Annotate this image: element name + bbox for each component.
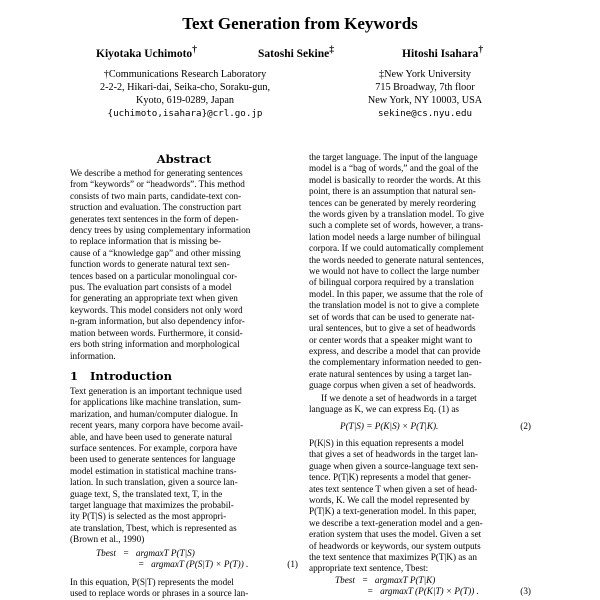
text-line: we describe a text-generation model and a gen- [309, 517, 483, 528]
text-line: guage when given a source-language text sen- [309, 460, 479, 471]
text-line: keywords. This model considers not only word [70, 304, 243, 315]
author-2: Satoshi Sekine‡ [258, 44, 335, 60]
text-line: the target language. The input of the language [309, 152, 478, 162]
text-line: the complementary information needed to gen- [309, 357, 482, 368]
text-line: the translation model is not to give a complete [309, 300, 479, 311]
text-line: model is basically to reorder the words. At this [309, 174, 481, 185]
text-line: struction and evaluation. The construction part [70, 202, 242, 213]
text-line: generates text sentences in the form of depen- [70, 213, 239, 224]
intro-body [70, 386, 298, 546]
text-line: used to replace words or phrases in a source lan- [70, 588, 249, 599]
text-line: model estimation in statistical machine trans- [70, 465, 237, 476]
equation-2: P(T|S) = P(K|S) × P(T|K). (2) [340, 421, 531, 431]
text-line: erate natural sentences by using a target lan- [309, 368, 472, 379]
text-line: P(T|K) a text-generation model. In this paper, [309, 506, 477, 517]
text-line: surface sentences. For example, corpora have [70, 443, 238, 454]
abstract-heading: Abstract [156, 152, 212, 166]
text-line: recent years, many corpora have become avail- [70, 420, 244, 431]
text-line: ates text sentence T when given a set of head- [309, 483, 478, 494]
text-line: ate translation, Tbest, which is represented as [70, 522, 237, 533]
affiliation-right: ‡New York University 715 Broadway, 7th floor New York, NY 10003, USA sekine@cs.nyu.edu [300, 68, 550, 120]
text-line: from “keywords” or “headwords”. This method [70, 179, 245, 190]
abstract-body [70, 168, 298, 362]
text-line: ural sentences, but to give a set of headwords [309, 323, 476, 334]
text-line: If we denote a set of headwords in a target [321, 393, 477, 403]
text-line: appropriate text sentence, Tbest: [309, 563, 429, 574]
text-line: guage text, S, the translated text, T, in the [70, 488, 223, 499]
text-line: ity P(T|S) is selected as the most appropri- [70, 511, 227, 522]
text-line: corpora. If we could automatically complement [309, 243, 484, 254]
paper-title: Text Generation from Keywords [182, 14, 418, 33]
text-line: such a complete set of words, however, a trans- [309, 220, 484, 231]
right-column-body-b [309, 393, 531, 416]
text-line: mation between words. Furthermore, it consid- [70, 327, 243, 338]
text-line: the words needed to generate natural sentences, [309, 254, 484, 265]
text-line: (Brown et al., 1990) [70, 534, 145, 545]
text-line: to replace information that is missing be- [70, 236, 222, 247]
text-line: In this equation, P(S|T) represents the model [70, 577, 234, 587]
text-line: pus. The evaluation part consists of a model [70, 282, 232, 293]
text-line: set of words that can be used to generate nat- [309, 311, 475, 322]
text-line: for applications like machine translation, sum- [70, 397, 241, 408]
text-line: eration system that uses the model. Given a set [309, 529, 482, 540]
text-line: marization, and human/computer dialogue. In [70, 408, 238, 419]
text-line: dency trees by using complementary information [70, 225, 251, 236]
email-right: sekine@cs.nyu.edu [377, 108, 473, 119]
text-line: Text generation is an important technique used [70, 386, 242, 396]
right-column-body-c [309, 438, 531, 575]
text-line: P(K|S) in this equation represents a model [309, 438, 464, 448]
text-line: the words given by a translation model. To give [309, 209, 484, 220]
text-line: language as K, we can express Eq. (1) as [309, 404, 460, 415]
text-line: model. In this paper, we assume that the role of [309, 288, 483, 299]
right-column-body-a [309, 152, 531, 392]
text-line: of bilingual corpora required by a translation [309, 277, 474, 288]
text-line: of headwords or keywords, our system outputs [309, 540, 481, 551]
text-line: the text sentence that maximizes P(T|K) as an [309, 552, 477, 563]
text-line: for generating an appropriate text when given [70, 293, 238, 304]
author-3: Hitoshi Isahara† [402, 44, 484, 60]
text-line: that gives a set of headwords in the target lan- [309, 449, 478, 460]
text-line: lation. In such translation, given a source lan- [70, 477, 238, 488]
text-line: consists of two main parts, candidate-text con- [70, 190, 242, 201]
text-line: lation model needs a large number of bilingual [309, 231, 481, 242]
text-line: target language that maximizes the probabil- [70, 500, 234, 511]
text-line: tences based on a particular monolingual cor- [70, 270, 238, 281]
equation-1: Tbest = argmaxT P(T|S) = argmaxT (P(S|T) × P(T)) . (1) [96, 548, 298, 570]
text-line: express, and describe a model that can provide [309, 345, 481, 356]
text-line: guage corpus when given a set of headwords. [309, 380, 476, 391]
intro-heading: 1 Introduction [70, 369, 172, 383]
text-line: ers both string information and morphological [70, 339, 240, 350]
text-line: cause of a “knowledge gap” and other missing [70, 247, 241, 258]
email-left: {uchimoto,isahara}@crl.go.jp [107, 108, 263, 119]
text-line: we would not have to collect the large number [309, 266, 480, 277]
text-line: words, K. We call the model represented by [309, 495, 470, 506]
text-line: tence. P(T|K) represents a model that gener- [309, 472, 472, 483]
text-line: been used to generate sentences for language [70, 454, 236, 465]
text-line: able, and have been used to generate natural [70, 431, 233, 442]
equation-3: Tbest = argmaxT P(T|K) = argmaxT (P(K|T) × P(T)) . (3) [335, 575, 531, 597]
text-line: point, there is an assumption that natural sen- [309, 186, 476, 197]
intro-body-cont [70, 577, 298, 600]
text-line: model is a “bag of words,” and the goal of the [309, 163, 479, 174]
text-line: or center words that a speaker might want to [309, 334, 473, 345]
text-line: n-gram information, but also dependency infor- [70, 316, 245, 327]
text-line: tences can be generated by merely reordering [309, 197, 476, 208]
text-line: information. [70, 350, 116, 361]
affiliation-left: †Communications Research Laboratory 2-2-2, Hikari-dai, Seika-cho, Soraku-gun, Kyoto, 619-0289, Japan {uchimoto,isahara}@crl.go.jp [60, 68, 310, 120]
author-1: Kiyotaka Uchimoto† [96, 44, 197, 60]
text-line: function words to generate natural text sen- [70, 259, 230, 270]
text-line: We describe a method for generating sentences [70, 168, 243, 178]
